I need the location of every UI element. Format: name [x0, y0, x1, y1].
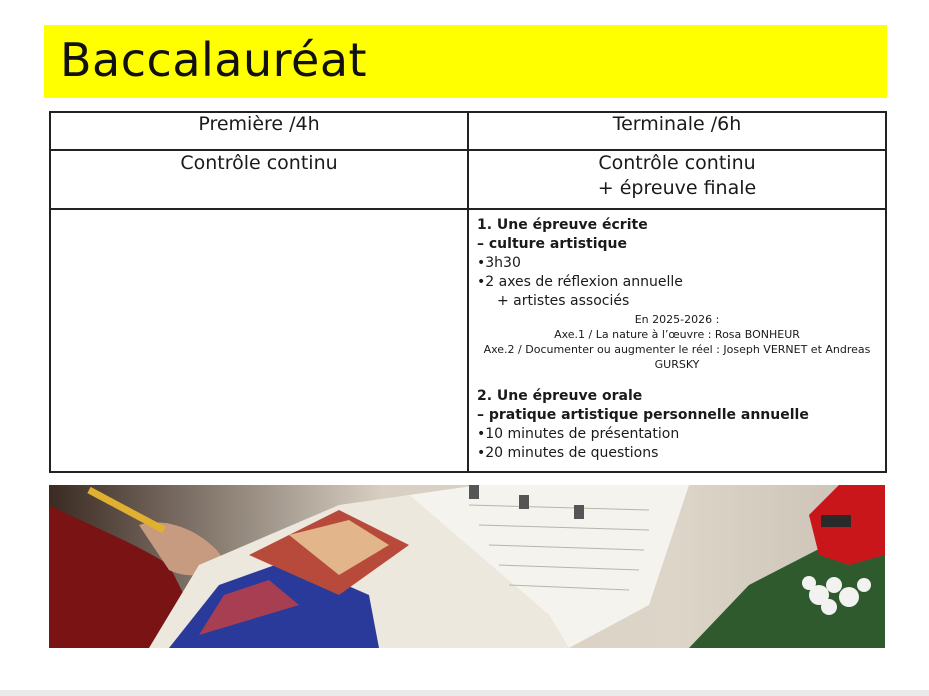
exam2-title-line2: – pratique artistique personnelle annuelle: [477, 407, 809, 423]
page-title: Baccalauréat: [60, 33, 368, 87]
col-terminale-heading: Terminale /6h: [468, 112, 886, 150]
exam2-questions: •20 minutes de questions: [477, 445, 659, 461]
axes-2025-block: [477, 312, 877, 372]
premiere-details-empty: [50, 209, 468, 472]
terminale-mode: [468, 150, 886, 209]
year-label: En 2025-2026 :: [634, 313, 720, 326]
exam2-presentation: •10 minutes de présentation: [477, 426, 680, 442]
exam1-duration: •3h30: [477, 255, 521, 271]
assessment-mode-row: [50, 150, 886, 209]
title-bar: [44, 25, 887, 98]
exam-table: [49, 111, 887, 473]
exam1-axes: •2 axes de réflexion annuelle: [477, 274, 683, 290]
terminale-mode-line2: + épreuve finale: [597, 177, 757, 199]
table-header-row: [50, 112, 886, 150]
exam1-title-line2: – culture artistique: [477, 236, 628, 252]
terminale-mode-line1: Contrôle continu: [598, 152, 756, 174]
photo-illustration: [49, 485, 885, 648]
exam1-title-line1: 1. Une épreuve écrite: [477, 217, 648, 233]
bottom-divider: [0, 690, 929, 696]
terminale-details: [468, 209, 886, 472]
premiere-mode: Contrôle continu: [50, 150, 468, 209]
exam2-title-line1: 2. Une épreuve orale: [477, 388, 643, 404]
exam1-artists: + artistes associés: [497, 293, 630, 309]
art-class-photo: [49, 485, 885, 648]
axis-2: Axe.2 / Documenter ou augmenter le réel : Joseph VERNET et Andreas GURSKY: [483, 343, 871, 371]
axis-1: Axe.1 / La nature à l’œuvre : Rosa BONHEUR: [554, 328, 800, 341]
exam-details-row: [50, 209, 886, 472]
col-premiere-heading: Première /4h: [50, 112, 468, 150]
